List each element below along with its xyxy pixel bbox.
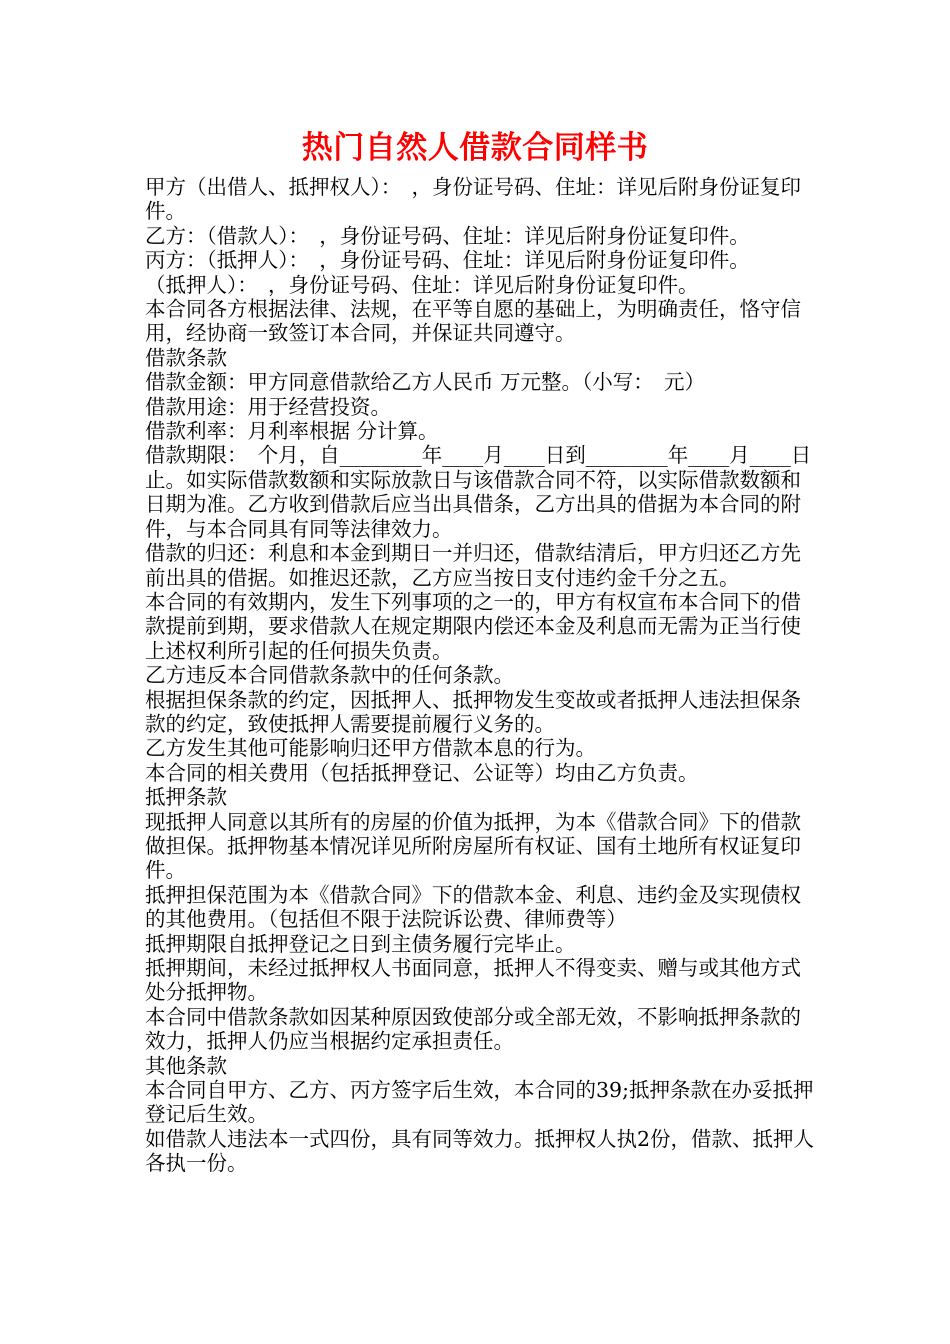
paragraph-loan-rate: 借款利率：月利率根据 分计算。: [145, 419, 439, 444]
paragraph-preamble: 本合同各方根据法律、法规，在平等自愿的基础上，为明确责任，恪守信用，经协商一致签订本合同，并保证共同遵守。: [145, 297, 801, 346]
paragraph-acceleration: 本合同的有效期内，发生下列事项的之一的，甲方有权宣布本合同下的借款提前到期，要求借款人在规定期限内偿还本金及利息而无需为正当行使上述权利所引起的任何损失负责。: [145, 589, 801, 663]
paragraph-mortgage-scope: 抵押担保范围为本《借款合同》下的借款本金、利息、违约金及实现债权的其他费用。（包括但不限于法院诉讼费、律师费等）: [145, 882, 801, 932]
paragraph-guarantee-breach: 根据担保条款的约定，因抵押人、抵押物发生变故或者抵押人违法担保条款的约定，致使抵押人需要提前履行义务的。: [145, 687, 801, 736]
paragraph-party-c: 丙方：（抵押人）： ，身份证号码、住址：详见后附身份证复印件。: [145, 248, 750, 273]
paragraph-loan-purpose: 借款用途：用于经营投资。: [145, 394, 391, 419]
document-title: 热门自然人借款合同样书: [301, 130, 649, 166]
paragraph-other-behaviour: 乙方发生其他可能影响归还甲方借款本息的行为。: [145, 736, 596, 761]
paragraph-loan-term: 借款期限： 个月，自________年____月____日到________年____月____日止。如实际借款数额和实际放款日与该借款合同不符，以实际借款数额和日期为准。乙方收到借款后应当出具借条，乙方出具的借据为本合同的附件，与本合同具有同等法律效力。: [145, 443, 812, 541]
paragraph-party-b: 乙方：（借款人）： ，身份证号码、住址：详见后附身份证复印件。: [145, 223, 750, 248]
section-heading-loan-terms: 借款条款: [145, 345, 227, 370]
paragraph-mortgage-period: 抵押期限自抵押登记之日到主债务履行完毕止。: [145, 931, 576, 956]
paragraph-repayment: 借款的归还：利息和本金到期日一并归还，借款结清后，甲方归还乙方先前出具的借据。如推迟还款，乙方应当按日支付违约金千分之五。: [145, 541, 801, 590]
paragraph-copies: 如借款人违法本一式四份，具有同等效力。抵押权人执2份，借款、抵押人各执一份。: [145, 1126, 815, 1176]
paragraph-loan-amount: 借款金额：甲方同意借款给乙方人民币 万元整。（小写： 元）: [145, 370, 706, 395]
paragraph-effectiveness: 本合同自甲方、乙方、丙方签字后生效，本合同的39;抵押条款在办妥抵押登记后生效。: [145, 1078, 814, 1127]
paragraph-breach: 乙方违反本合同借款条款中的任何条款。: [145, 663, 514, 688]
paragraph-mortgage-property: 现抵押人同意以其所有的房屋的价值为抵押，为本《借款合同》下的借款做担保。抵押物基本情况详见所附房屋所有权证、国有土地所有权证复印件。: [145, 809, 801, 883]
paragraph-severability: 本合同中借款条款如因某种原因致使部分或全部无效，不影响抵押条款的效力，抵押人仍应当根据约定承担责任。: [145, 1004, 801, 1054]
section-heading-mortgage-terms: 抵押条款: [145, 785, 227, 810]
paragraph-mortgage-restriction: 抵押期间，未经过抵押权人书面同意，抵押人不得变卖、赠与或其他方式处分抵押物。: [145, 956, 801, 1005]
paragraph-party-a: 甲方（出借人、抵押权人）： ，身份证号码、住址：详见后附身份证复印件。: [145, 175, 801, 224]
paragraph-fees: 本合同的相关费用（包括抵押登记、公证等）均由乙方负责。: [145, 760, 699, 785]
section-heading-other-terms: 其他条款: [145, 1053, 227, 1078]
paragraph-mortgagor: （抵押人）： ，身份证号码、住址：详见后附身份证复印件。: [145, 272, 699, 297]
document-body: [145, 175, 817, 1176]
